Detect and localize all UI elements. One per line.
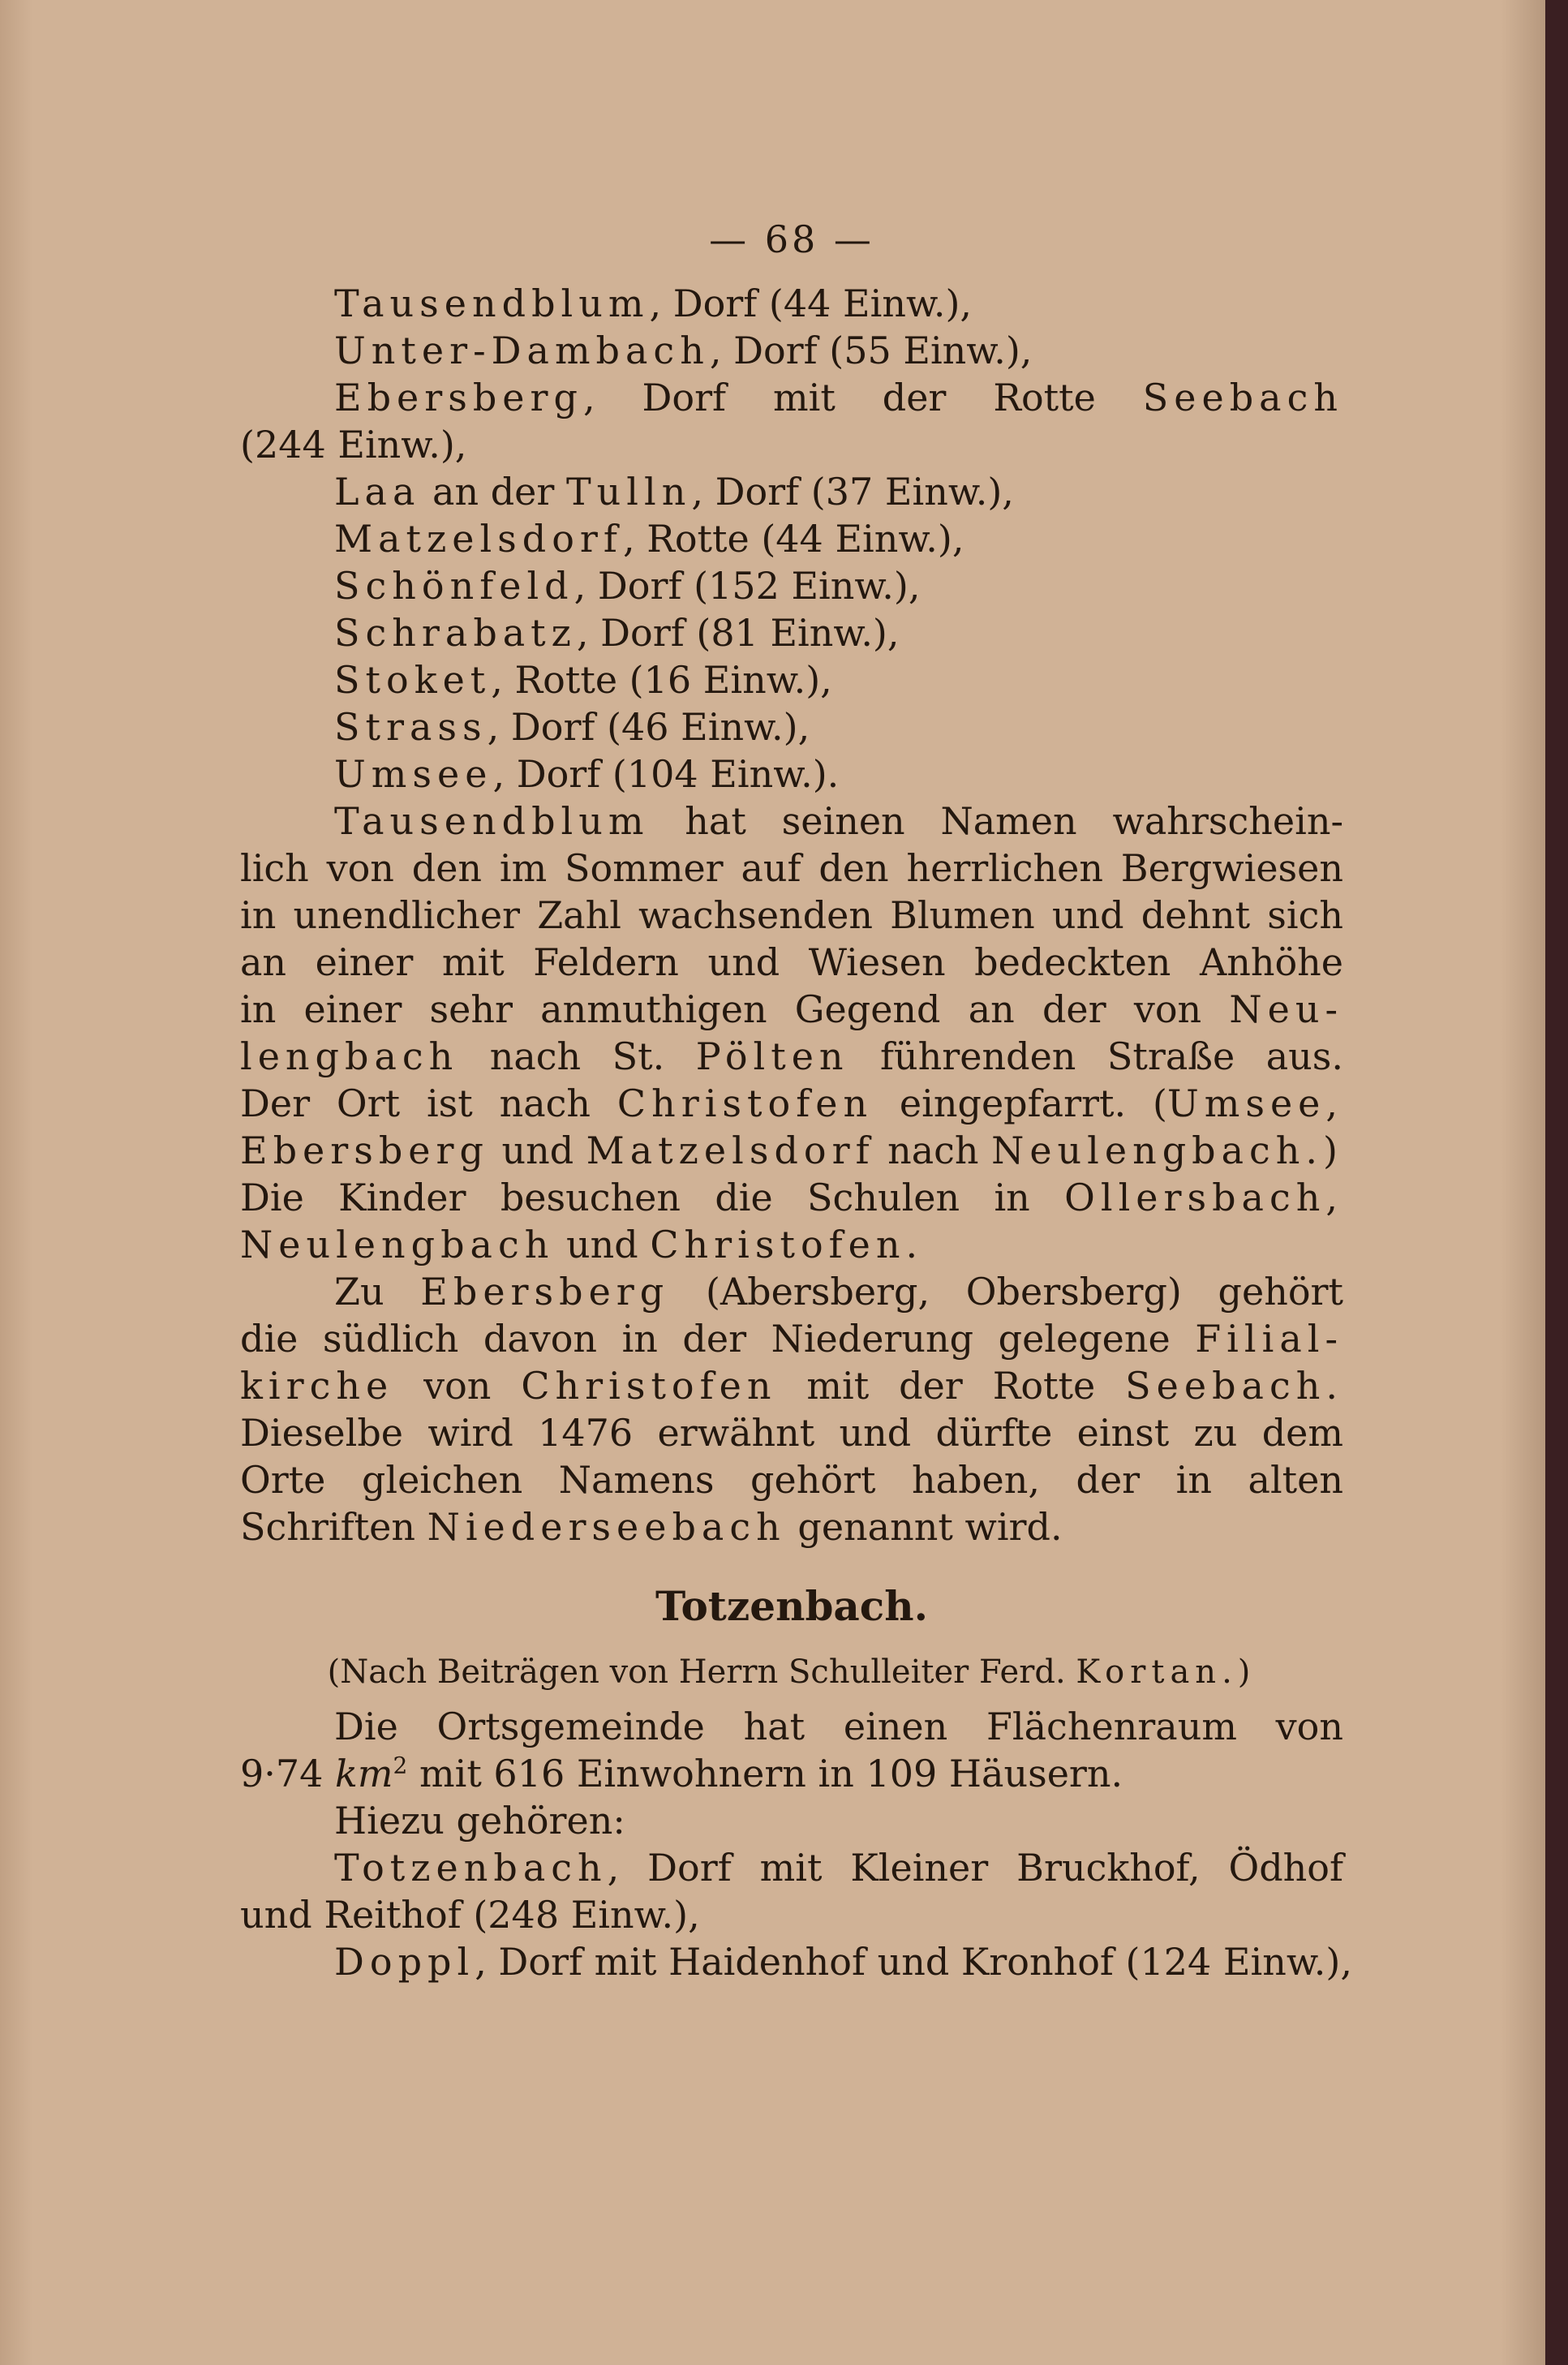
page-number: — 68 — — [709, 217, 874, 261]
village-name: Schrabatz — [334, 611, 577, 655]
list-item: Ebersberg, Dorf mit der Rotte Seebach — [334, 376, 1343, 419]
list-item: Laa an der Tulln, Dorf (37 Einw.), — [334, 470, 1014, 514]
village-name: Laa — [334, 470, 421, 514]
village-list — [240, 280, 1343, 798]
list-item: Stoket, Rotte (16 Einw.), — [334, 658, 832, 702]
village-name: Stoket — [334, 658, 492, 702]
village-name: Strass — [334, 705, 488, 749]
list-item: Tausendblum, Dorf (44 Einw.), — [334, 282, 973, 325]
village-name: Tausendblum — [334, 282, 650, 325]
village-name: Matzelsdorf — [334, 517, 623, 561]
village-name: Umsee — [334, 752, 493, 796]
list-item: Umsee, Dorf (104 Einw.). — [334, 752, 840, 796]
text-block — [240, 199, 1352, 1985]
section-heading: Totzenbach. — [655, 1582, 929, 1630]
list-item: Schrabatz, Dorf (81 Einw.), — [334, 611, 900, 655]
paragraph-ebersberg: Zu Ebersberg (Abersberg, Obersberg) gehört die südlich davon in der Niederung gelegene Filial- kirche von Christofen mit der Rotte Seebach. Dieselbe wird 1476 erwähnt und dürfte einst zu dem Orte gleichen Namens gehört haben, der in alten Schriften Niederseebach genannt wird. — [240, 1270, 1343, 1549]
book-spine-edge — [1545, 0, 1568, 2365]
village-name: Ebersberg — [334, 376, 583, 419]
list-item-continuation: (244 Einw.), — [240, 423, 467, 467]
village-name: Unter-Dambach — [334, 329, 710, 372]
list-item: Strass, Dorf (46 Einw.), — [334, 705, 810, 749]
list-item: Matzelsdorf, Rotte (44 Einw.), — [334, 517, 964, 561]
paragraph-tausendblum: Tausendblum hat seinen Namen wahrschein- lich von den im Sommer auf den herrlichen Bergwiesen in unendlicher Zahl wachsenden Blumen und dehnt sich an einer mit Feldern und Wiesen bedeckten Anhöhe in einer sehr anmuthigen Gegend an der von Neu- lengbach nach St. Pölten führenden Straße aus. Der Ort ist nach Christofen eingepfarrt. (Umsee, Ebersberg und Matzelsdorf nach Neulengbach.) Die Kinder besuchen die Schulen in Ollersbach, Neulengbach und Christofen. — [240, 799, 1344, 1266]
village-name: Schönfeld — [334, 564, 574, 608]
river-name: Tulln — [565, 470, 692, 514]
list-item: Unter-Dambach, Dorf (55 Einw.), — [334, 329, 1033, 372]
list-item: Schönfeld, Dorf (152 Einw.), — [334, 564, 921, 608]
village-name: Seebach — [1142, 376, 1343, 419]
paragraph-totzenbach: Die Ortsgemeinde hat einen Flächenraum von 9·74 $km^2$ mit 616 Einwohnern in 109 Häusern. Hiezu gehören: Totzenbach, Dorf mit Kleiner Bruckhof, Ödhof und Reithof (248 Einw.), Doppl, Dorf mit Haidenhof und Kronhof (124 Einw.), — [240, 1705, 1352, 1984]
section-byline: (Nach Beiträgen von Herrn Schulleiter Ferd. Kortan.) — [327, 1653, 1257, 1691]
